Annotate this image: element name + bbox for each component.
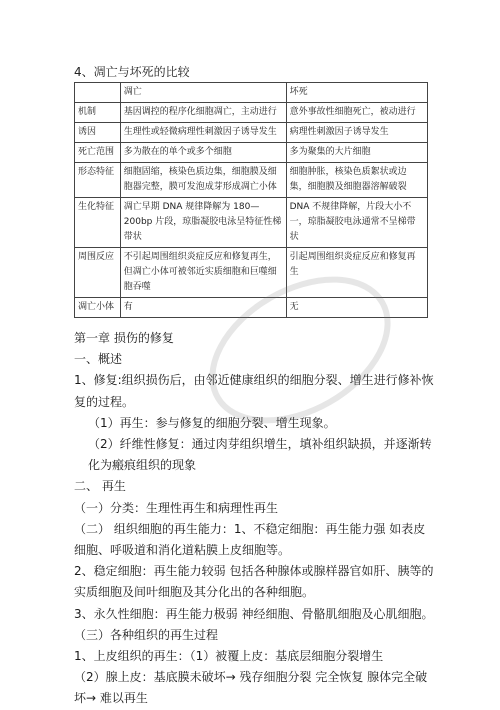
apoptosis-cell: 细胞固缩，核染色质边集，细胞膜及细胞器完整，膜可发泡成芽形成凋亡小体 — [120, 163, 286, 198]
table-header-row — [75, 83, 428, 103]
table-row — [75, 103, 428, 123]
necrosis-cell: 细胞肿胀，核染色质絮状或边集，细胞膜及细胞器溶解破裂 — [286, 163, 427, 198]
text-paragraph: 1、上皮组织的再生：（1）被覆上皮：基底层细胞分裂增生 — [74, 649, 384, 664]
table-header-cell: 坏死 — [286, 83, 427, 103]
text-paragraph: 第一章 损伤的修复 — [74, 331, 174, 345]
necrosis-cell: 无 — [286, 298, 427, 318]
text-paragraph: 二、 再生 — [74, 479, 126, 494]
text-paragraph: 3、永久性细胞：再生能力极弱 神经细胞、骨骼肌细胞及心肌细胞。 — [74, 606, 434, 621]
text-paragraph: 1、修复:组织损伤后，由邻近健康组织的细胞分裂、增生进行修补恢复的过程。 — [74, 373, 434, 409]
apoptosis-cell: 多为散在的单个或多个细胞 — [120, 143, 286, 163]
text-paragraph: （1）再生：参与修复的细胞分裂、增生现象。 — [88, 415, 336, 430]
text-paragraph: 2、稳定细胞：再生能力较弱 包括各种腺体或腺样器官如肝、胰等的实质细胞及间叶细胞及其分化出的各种细胞。 — [74, 564, 434, 600]
row-label-cell: 凋亡小体 — [75, 298, 121, 318]
apoptosis-cell: 有 — [120, 298, 286, 318]
table-row — [75, 123, 428, 143]
apoptosis-cell: 生理性或轻微病理性刺激因子诱导发生 — [120, 123, 286, 143]
row-label-cell: 形态特征 — [75, 163, 121, 198]
comparison-table — [74, 82, 428, 318]
table-header-cell — [75, 83, 121, 103]
necrosis-cell: 病理性刺激因子诱导发生 — [286, 123, 427, 143]
necrosis-cell: 多为聚集的大片细胞 — [286, 143, 427, 163]
apoptosis-cell: 基因调控的程序化细胞凋亡，主动进行 — [120, 103, 286, 123]
table-row — [75, 143, 428, 163]
apoptosis-cell: 不引起周围组织炎症反应和修复再生，但凋亡小体可被邻近实质细胞和巨噬细胞吞噬 — [120, 248, 286, 298]
table-row — [75, 163, 428, 198]
table-row — [75, 248, 428, 298]
row-label-cell: 生化特征 — [75, 198, 121, 248]
table-header-cell: 凋亡 — [120, 83, 286, 103]
table-row — [75, 198, 428, 248]
table-row — [75, 298, 428, 318]
apoptosis-cell: 凋亡早期 DNA 规律降解为 180—200bp 片段，琼脂凝胶电泳呈特征性梯带状 — [120, 198, 286, 248]
body-text — [74, 328, 434, 710]
row-label-cell: 死亡范围 — [75, 143, 121, 163]
necrosis-cell: DNA 不规律降解，片段大小不一，琼脂凝胶电泳通常不呈梯带状 — [286, 198, 427, 248]
row-label-cell: 周围反应 — [75, 248, 121, 298]
text-paragraph: （2）腺上皮：基底膜未破坏→ 残存细胞分裂 完全恢复 腺体完全破坏→ 难以再生 — [74, 670, 428, 706]
row-label-cell: 诱因 — [75, 123, 121, 143]
text-paragraph: （2）纤维性修复：通过肉芽组织增生，填补组织缺损，并逐渐转化为瘢痕组织的现象 — [88, 437, 432, 473]
row-label-cell: 机制 — [75, 103, 121, 123]
necrosis-cell: 引起周围组织炎症反应和修复再生 — [286, 248, 427, 298]
text-paragraph: （一）分类：生理性再生和病理性再生 — [74, 500, 279, 515]
necrosis-cell: 意外事故性细胞死亡，被动进行 — [286, 103, 427, 123]
text-paragraph: （二） 组织细胞的再生能力：1、不稳定细胞：再生能力强 如表皮细胞、呼吸道和消化道粘膜上皮细胞等。 — [74, 521, 426, 558]
text-paragraph: 一、概述 — [74, 352, 123, 367]
section-heading: 4、凋亡与坏死的比较 — [74, 65, 190, 79]
text-paragraph: （三）各种组织的再生过程 — [74, 627, 219, 642]
